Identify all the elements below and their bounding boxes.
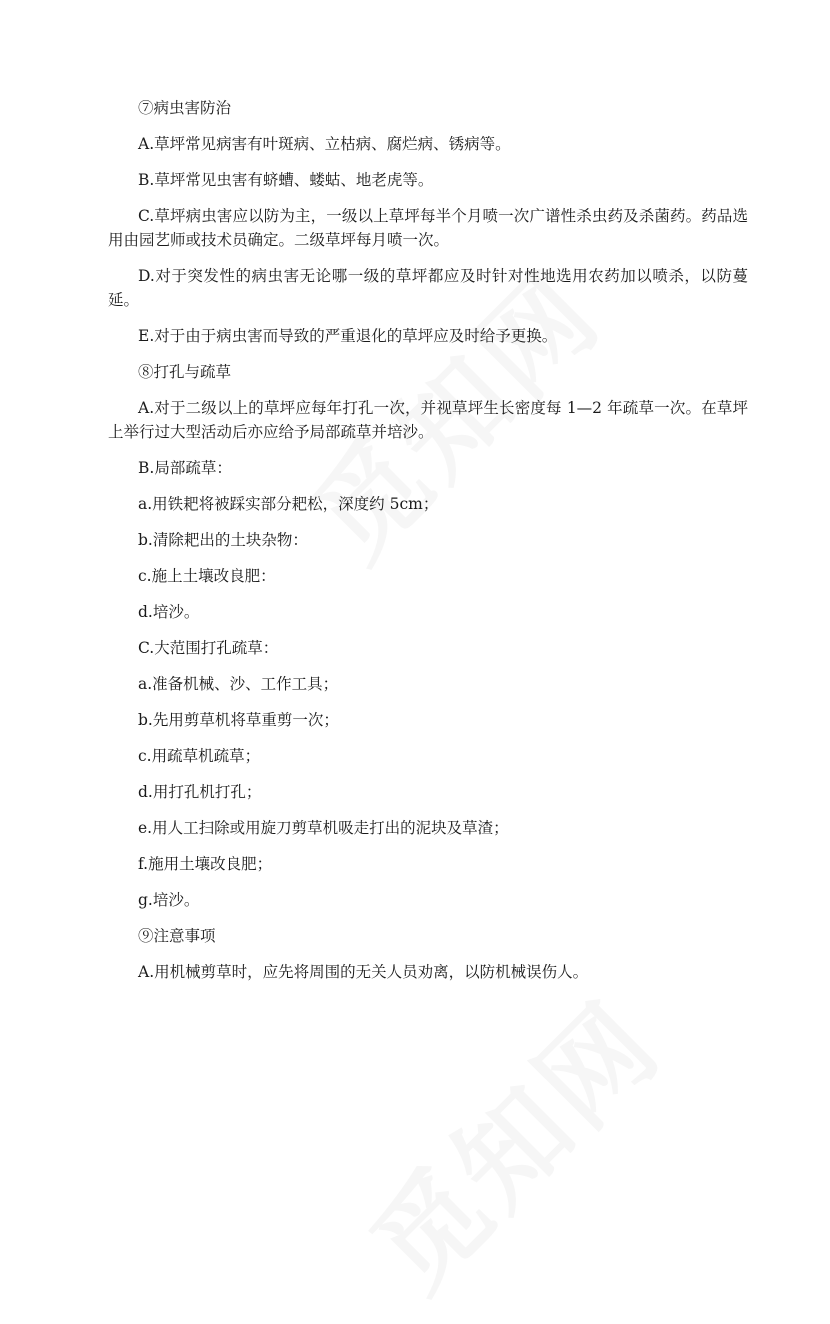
watermark-lower bbox=[326, 956, 694, 1324]
list-item: g.培沙。 bbox=[138, 891, 200, 909]
paragraph-sudden-outbreak: D.对于突发性的病虫害无论哪一级的草坪都应及时针对性地选用农药加以喷杀，以防蔓延。 bbox=[108, 267, 748, 309]
section-heading-precautions: ⑨注意事项 bbox=[138, 927, 216, 945]
section-heading-aeration: ⑧打孔与疏草 bbox=[138, 363, 232, 381]
list-item: b.清除耙出的土块杂物： bbox=[138, 531, 308, 549]
list-item: b.先用剪草机将草重剪一次； bbox=[138, 711, 339, 729]
list-item: c.用疏草机疏草； bbox=[138, 747, 261, 765]
subheading-local-thinning: B.局部疏草： bbox=[138, 459, 232, 477]
list-item: c.施上土壤改良肥： bbox=[138, 567, 276, 585]
list-item: e.用人工扫除或用旋刀剪草机吸走打出的泥块及草渣； bbox=[138, 819, 509, 837]
paragraph-disease-list: A.草坪常见病害有叶斑病、立枯病、腐烂病、锈病等。 bbox=[138, 135, 511, 153]
paragraph-mowing-safety: A.用机械剪草时，应先将周围的无关人员劝离，以防机械误伤人。 bbox=[138, 963, 589, 981]
paragraph-aeration-schedule: A.对于二级以上的草坪应每年打孔一次，并视草坪生长密度每 1—2 年疏草一次。在草坪上举行过大型活动后亦应给予局部疏草并培沙。 bbox=[108, 399, 748, 441]
paragraph-replacement: E.对于由于病虫害而导致的严重退化的草坪应及时给予更换。 bbox=[138, 327, 558, 345]
document-body bbox=[108, 96, 748, 996]
list-item: a.准备机械、沙、工作工具； bbox=[138, 675, 339, 693]
paragraph-prevention: C.草坪病虫害应以防为主，一级以上草坪每半个月喷一次广谱性杀虫药及杀菌药。药品选用由园艺师或技术员确定。二级草坪每月喷一次。 bbox=[108, 207, 748, 249]
list-item: a.用铁耙将被踩实部分耙松，深度约 5cm； bbox=[138, 495, 439, 513]
section-heading-pest-control: ⑦病虫害防治 bbox=[138, 99, 232, 117]
list-item: d.用打孔机打孔； bbox=[138, 783, 262, 801]
list-item: f.施用土壤改良肥； bbox=[138, 855, 273, 873]
list-item: d.培沙。 bbox=[138, 603, 200, 621]
paragraph-pest-list: B.草坪常见虫害有蛴螬、蝼蛄、地老虎等。 bbox=[138, 171, 434, 189]
subheading-large-scale-thinning: C.大范围打孔疏草： bbox=[138, 639, 279, 657]
